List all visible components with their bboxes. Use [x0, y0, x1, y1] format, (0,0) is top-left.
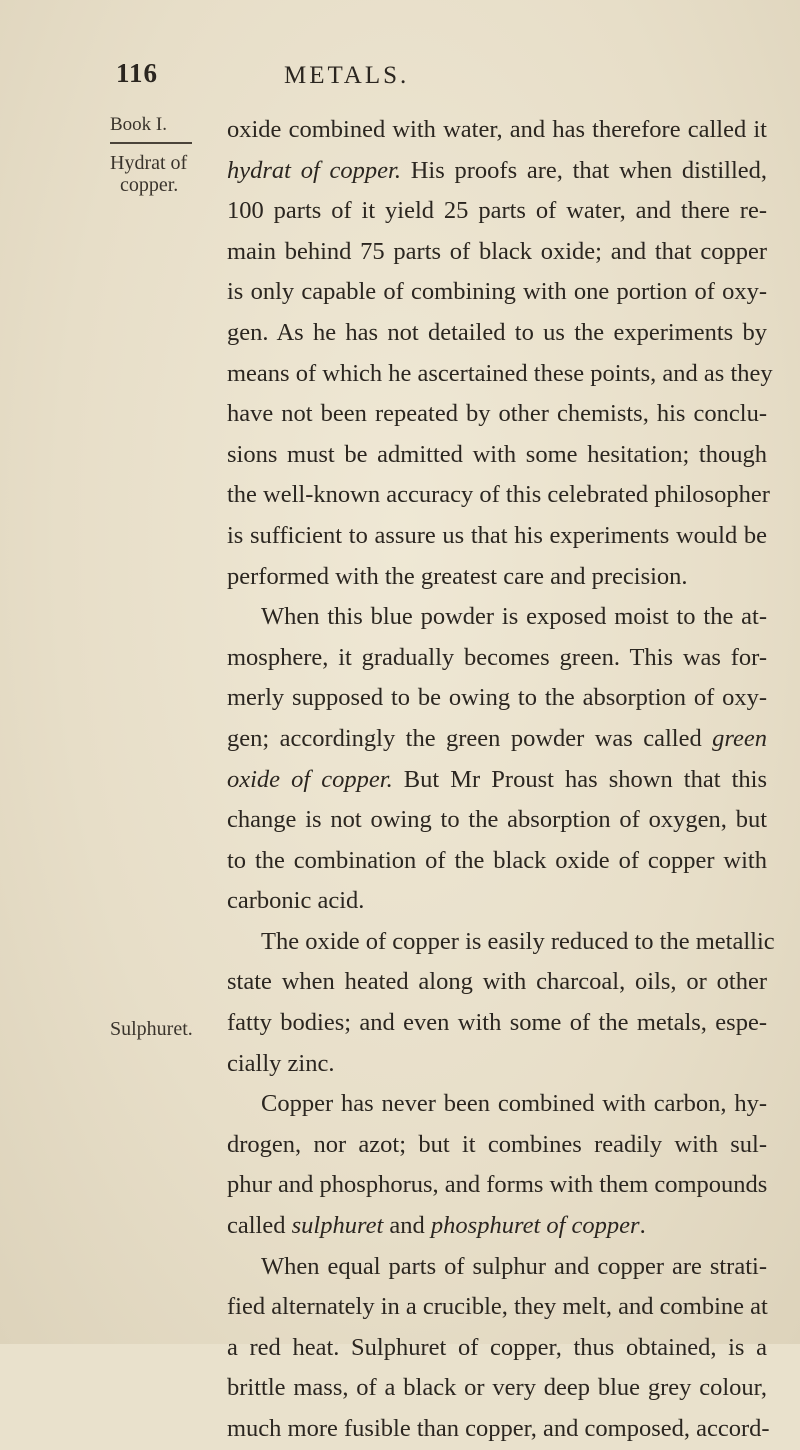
text-line: main behind 75 parts of black oxide; and that copper [227, 237, 767, 265]
text-run: gen; accordingly the green powder was called [227, 724, 713, 752]
margin-note-hydrat [110, 152, 202, 196]
margin-note-line: Hydrat of [110, 152, 188, 174]
page-number: 116 [116, 58, 159, 88]
text-line: change is not owing to the absorption of oxygen, but [227, 806, 767, 834]
margin-note-line: copper. [120, 174, 179, 196]
text-line: cially zinc. [227, 1049, 335, 1077]
text-line: state when heated along with charcoal, oils, or other [227, 968, 767, 996]
text-line: 100 parts of it yield 25 parts of water, and there re- [227, 197, 767, 225]
margin-note-sulphuret: Sulphuret. [110, 1018, 193, 1040]
text-line [227, 1206, 767, 1247]
italic-term: sulphuret [291, 1212, 384, 1240]
book-label-rule [110, 142, 192, 144]
text-line: performed with the greatest care and precision. [227, 562, 688, 590]
italic-term: phosphuret of copper [430, 1212, 640, 1240]
text-line [227, 760, 767, 801]
text-line: have not been repeated by other chemists, his conclu- [227, 400, 767, 428]
text-line: oxide combined with water, and has therefore called it [227, 116, 767, 143]
text-line: the well-known accuracy of this celebrated philosopher [227, 481, 770, 509]
text-run: and [383, 1212, 431, 1240]
text-line: mosphere, it gradually becomes green. This was for- [227, 643, 767, 671]
text-line: When this blue powder is exposed moist to the at- [261, 603, 767, 631]
text-line: is sufficient to assure us that his experiments would be [227, 521, 767, 549]
text-line [227, 151, 767, 192]
text-run: called [227, 1212, 292, 1240]
text-line: is only capable of combining with one portion of oxy- [227, 278, 767, 306]
italic-term: oxide of copper. [227, 765, 393, 793]
text-line: gen. As he has not detailed to us the experiments by [227, 318, 767, 346]
text-line: much more fusible than copper, and composed, accord- [227, 1415, 770, 1442]
text-line: fatty bodies; and even with some of the metals, espe- [227, 1009, 767, 1037]
text-line: merly supposed to be owing to the absorption of oxy- [227, 684, 767, 712]
text-line: The oxide of copper is easily reduced to the metallic [261, 927, 775, 955]
body-text [227, 110, 775, 1450]
text-line: sions must be admitted with some hesitation; though [227, 440, 767, 468]
text-run: . [639, 1212, 646, 1240]
text-line: to the combination of the black oxide of copper with [227, 846, 767, 874]
text-line [227, 719, 767, 760]
text-line: When equal parts of sulphur and copper are strati- [261, 1252, 767, 1280]
text-line: fied alternately in a crucible, they melt, and combine at [227, 1293, 768, 1321]
text-line: Copper has never been combined with carbon, hy- [261, 1090, 767, 1118]
text-line: phur and phosphorus, and forms with them compounds [227, 1171, 768, 1199]
book-label: Book I. [110, 114, 167, 135]
text-line: means of which he ascertained these points, and as they [227, 359, 773, 387]
text-line: carbonic acid. [227, 887, 365, 915]
text-line: brittle mass, of a black or very deep blue grey colour, [227, 1374, 767, 1402]
text-line: drogen, nor azot; but it combines readily with sul- [227, 1130, 767, 1158]
italic-term: hydrat of copper. [227, 156, 401, 184]
text-run: But Mr Proust has shown that this [392, 765, 767, 793]
running-head: METALS. [284, 62, 410, 89]
text-line: a red heat. Sulphuret of copper, thus obtained, is a [227, 1333, 767, 1361]
text-run: His proofs are, that when distilled, [400, 156, 767, 184]
page-header [0, 58, 800, 98]
italic-term: green [712, 724, 767, 752]
